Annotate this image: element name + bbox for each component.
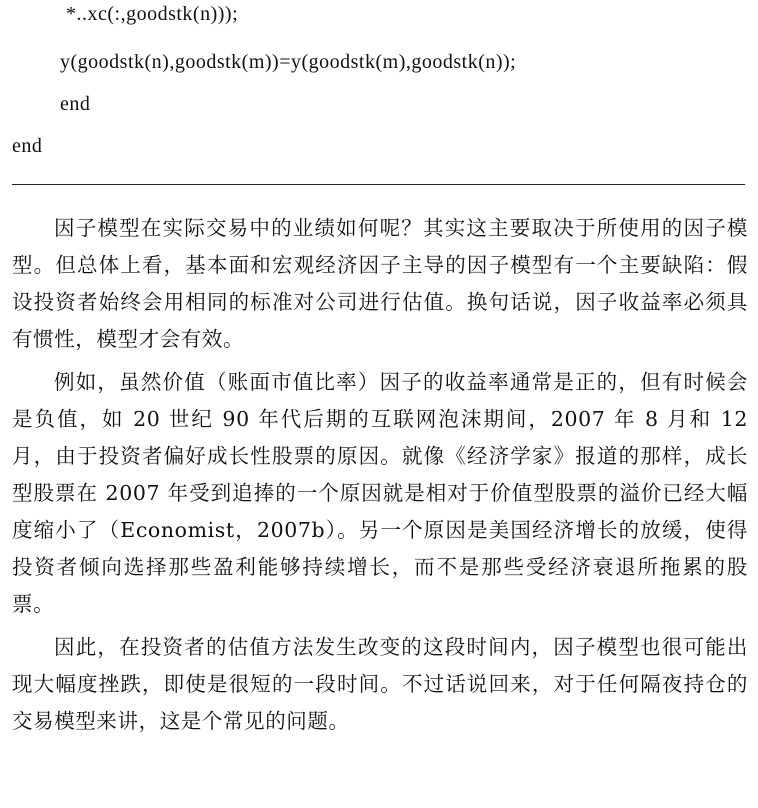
- section-divider: [12, 184, 745, 185]
- code-line-2: y(goodstk(n),goodstk(m))=y(goodstk(m),goodstk(n));: [60, 51, 517, 73]
- code-line-1: *..xc(:,goodstk(n)));: [66, 3, 239, 25]
- code-line-3: end: [60, 93, 91, 115]
- body-text: [12, 210, 748, 740]
- paragraph-3: 因此，在投资者的估值方法发生改变的这段时间内，因子模型也很可能出现大幅度挫跌，即使是很短的一段时间。不过话说回来，对于任何隔夜持仓的交易模型来讲，这是个常见的问题。: [12, 635, 748, 733]
- paragraph-2: 例如，虽然价值（账面市值比率）因子的收益率通常是正的，但有时候会是负值，如 20 世纪 90 年代后期的互联网泡沫期间，2007 年 8 月和 12 月，由于投资者偏好成长性股票的原因。就像《经济学家》报道的那样，成长型股票在 2007 年受到追捧的一个原因就是相对于价值型股票的溢价已经大幅度缩小了（Economist，2007b）。另一个原因是美国经济增长的放缓，使得投资者倾向选择那些盈利能够持续增长，而不是那些受经济衰退所拖累的股票。: [12, 370, 748, 616]
- paragraph-1: 因子模型在实际交易中的业绩如何呢？其实这主要取决于所使用的因子模型。但总体上看，基本面和宏观经济因子主导的因子模型有一个主要缺陷：假设投资者始终会用相同的标准对公司进行估值。换句话说，因子收益率必须具有惯性，模型才会有效。: [12, 216, 748, 351]
- code-line-4: end: [12, 135, 43, 157]
